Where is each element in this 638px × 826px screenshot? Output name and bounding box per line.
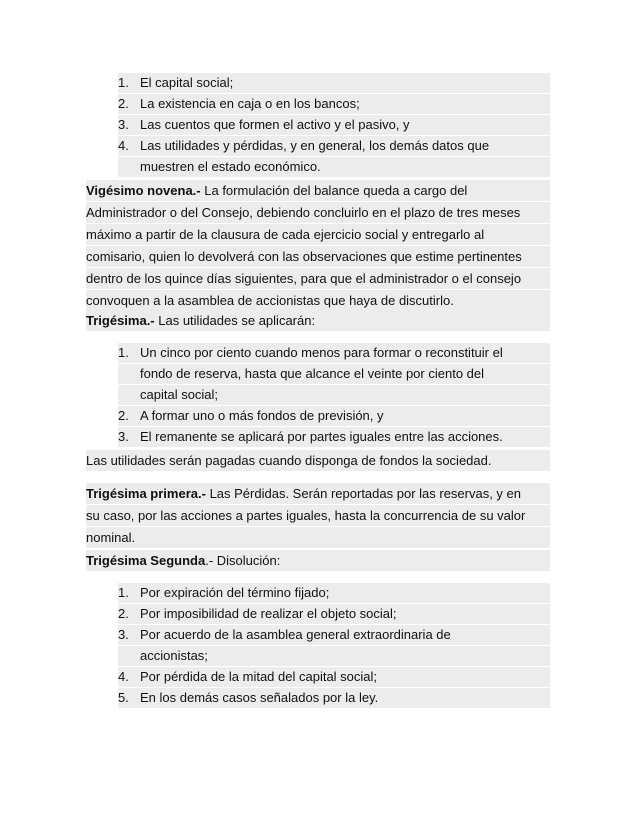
item-text: accionistas; bbox=[140, 648, 208, 663]
item-number: 4. bbox=[118, 138, 129, 153]
list-item bbox=[118, 343, 550, 364]
item-number: 1. bbox=[118, 75, 129, 90]
paragraph-text: Las utilidades se aplicarán: bbox=[154, 313, 316, 328]
item-text: muestren el estado económico. bbox=[140, 159, 321, 174]
article-heading: Trigésima primera.- bbox=[86, 486, 206, 501]
list-item bbox=[118, 604, 550, 625]
item-text: Por acuerdo de la asamblea general extraordinaria de bbox=[140, 627, 451, 642]
list-item bbox=[118, 136, 550, 157]
paragraph-text: nominal. bbox=[86, 530, 136, 545]
item-text: Las utilidades y pérdidas, y en general, los demás datos que bbox=[140, 138, 490, 153]
item-text: fondo de reserva, hasta que alcance el veinte por ciento del bbox=[140, 366, 485, 381]
item-number: 5. bbox=[118, 690, 129, 705]
list-item-continuation bbox=[118, 385, 550, 406]
paragraph-text: Las Pérdidas. Serán reportadas por las reservas, y en bbox=[205, 486, 522, 501]
paragraph-text: La formulación del balance queda a cargo del bbox=[200, 183, 468, 198]
list-item bbox=[118, 625, 550, 646]
item-number: 4. bbox=[118, 669, 129, 684]
item-text: Por pérdida de la mitad del capital social; bbox=[140, 669, 378, 684]
item-text: La existencia en caja o en los bancos; bbox=[140, 96, 360, 111]
item-number: 3. bbox=[118, 429, 129, 444]
item-number: 2. bbox=[118, 408, 129, 423]
utilities-list bbox=[118, 343, 550, 448]
list-item bbox=[118, 667, 550, 688]
list-item bbox=[118, 406, 550, 427]
paragraph-text: comisario, quien lo devolverá con las observaciones que estime pertinentes bbox=[86, 249, 522, 264]
item-number: 3. bbox=[118, 627, 129, 642]
item-text: Por expiración del término fijado; bbox=[140, 585, 330, 600]
paragraph-text: Las utilidades serán pagadas cuando disponga de fondos la sociedad. bbox=[86, 453, 492, 468]
article-heading: Trigésima.- bbox=[86, 313, 155, 328]
item-text: El remanente se aplicará por partes iguales entre las acciones. bbox=[140, 429, 503, 444]
paragraph-text: convoquen a la asamblea de accionistas que haya de discutirlo. bbox=[86, 293, 454, 308]
capital-items-list bbox=[118, 73, 550, 178]
item-text: El capital social; bbox=[140, 75, 234, 90]
item-number: 3. bbox=[118, 117, 129, 132]
item-text: Las cuentos que formen el activo y el pasivo, y bbox=[140, 117, 410, 132]
dissolution-causes-list bbox=[118, 583, 550, 709]
list-item bbox=[118, 688, 550, 709]
item-number: 1. bbox=[118, 585, 129, 600]
paragraph-text: dentro de los quince días siguientes, para que el administrador o el consejo bbox=[86, 271, 522, 286]
article-heading: Vigésimo novena.- bbox=[86, 183, 201, 198]
list-item bbox=[118, 115, 550, 136]
item-text: Por imposibilidad de realizar el objeto social; bbox=[140, 606, 397, 621]
item-number: 1. bbox=[118, 345, 129, 360]
item-text: En los demás casos señalados por la ley. bbox=[140, 690, 379, 705]
article-trigesima-primera bbox=[86, 483, 550, 549]
list-item bbox=[118, 427, 550, 448]
list-item bbox=[118, 94, 550, 115]
item-text: A formar uno o más fondos de previsión, y bbox=[140, 408, 384, 423]
list-item-continuation bbox=[118, 364, 550, 385]
utilities-payment-note bbox=[86, 450, 550, 472]
article-trigesima bbox=[86, 310, 550, 332]
list-item bbox=[118, 73, 550, 94]
article-vigesimo-novena bbox=[86, 180, 550, 312]
paragraph-text: su caso, por las acciones a partes iguales, hasta la concurrencia de su valor bbox=[86, 508, 526, 523]
item-number: 2. bbox=[118, 96, 129, 111]
list-item bbox=[118, 583, 550, 604]
item-text: capital social; bbox=[140, 387, 219, 402]
article-heading: Trigésima Segunda bbox=[86, 553, 206, 568]
article-trigesima-segunda bbox=[86, 550, 550, 572]
list-item-continuation bbox=[118, 157, 550, 178]
paragraph-text: Administrador o del Consejo, debiendo concluirlo en el plazo de tres meses bbox=[86, 205, 521, 220]
paragraph-text: .- Disolución: bbox=[205, 553, 281, 568]
list-item-continuation bbox=[118, 646, 550, 667]
item-number: 2. bbox=[118, 606, 129, 621]
paragraph-text: máximo a partir de la clausura de cada ejercicio social y entregarlo al bbox=[86, 227, 485, 242]
item-text: Un cinco por ciento cuando menos para formar o reconstituir el bbox=[140, 345, 503, 360]
